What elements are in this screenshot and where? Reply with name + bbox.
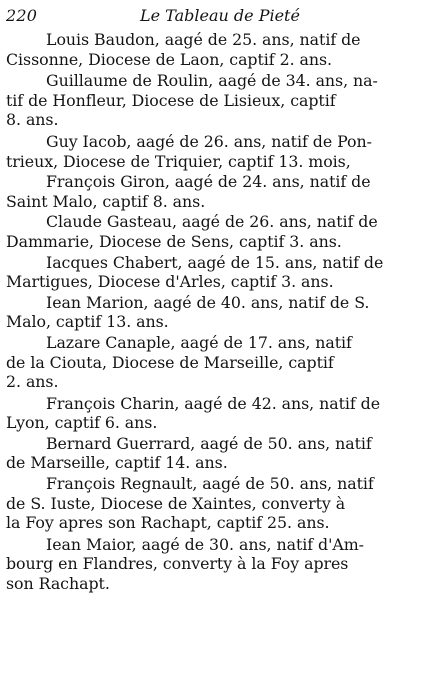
entry-continuation-line: Saint Malo, captif 8. ans. xyxy=(6,191,206,211)
entry-first-line: Claude Gasteau, aagé de 26. ans, natif de xyxy=(46,212,378,232)
page-header xyxy=(6,6,406,26)
entry-continuation-line: Cissonne, Diocese de Laon, captif 2. ans. xyxy=(6,49,333,69)
entry-first-line: Iean Marion, aagé de 40. ans, natif de S. xyxy=(46,292,370,312)
entry-continuation-line: son Rachapt. xyxy=(6,574,110,594)
captive-list xyxy=(0,30,423,594)
entry-continuation-line: de la Ciouta, Diocese de Marseille, captif xyxy=(6,352,334,372)
captive-entry xyxy=(0,30,423,69)
captive-entry xyxy=(0,394,423,433)
entry-first-line: Guy Iacob, aagé de 26. ans, natif de Pon- xyxy=(46,131,372,151)
entry-first-line: François Giron, aagé de 24. ans, natif de xyxy=(46,172,371,192)
entry-continuation-line: de S. Iuste, Diocese de Xaintes, converty à xyxy=(6,493,346,513)
entry-first-line: Louis Baudon, aagé de 25. ans, natif de xyxy=(46,30,361,49)
entry-continuation-line: Dammarie, Diocese de Sens, captif 3. ans. xyxy=(6,231,342,251)
entry-first-line: Guillaume de Roulin, aagé de 34. ans, na- xyxy=(46,71,378,91)
captive-entry xyxy=(0,434,423,473)
entry-continuation-line: de Marseille, captif 14. ans. xyxy=(6,453,228,473)
captive-entry xyxy=(0,172,423,211)
entry-first-line: Bernard Guerrard, aagé de 50. ans, natif xyxy=(46,433,372,453)
entry-continuation-line: trieux, Diocese de Triquier, captif 13. mois, xyxy=(6,151,351,171)
entry-continuation-line: la Foy apres son Rachapt, captif 25. ans. xyxy=(6,513,330,533)
running-title: Le Tableau de Pieté xyxy=(140,6,300,25)
entry-continuation-line: Malo, captif 13. ans. xyxy=(6,312,169,332)
entry-first-line: Lazare Canaple, aagé de 17. ans, natif xyxy=(46,332,352,352)
entry-first-line: François Charin, aagé de 42. ans, natif de xyxy=(46,393,381,413)
entry-continuation-line: 2. ans. xyxy=(6,372,59,392)
captive-entry xyxy=(0,293,423,332)
captive-entry xyxy=(0,535,423,594)
entry-continuation-line: 8. ans. xyxy=(6,110,59,130)
captive-entry xyxy=(0,253,423,292)
captive-entry xyxy=(0,333,423,392)
captive-entry xyxy=(0,71,423,130)
entry-first-line: Iean Maior, aagé de 30. ans, natif d'Am- xyxy=(46,534,364,554)
entry-first-line: François Regnault, aagé de 50. ans, natif xyxy=(46,474,374,494)
entry-continuation-line: Martigues, Diocese d'Arles, captif 3. ans. xyxy=(6,272,334,292)
entry-first-line: Iacques Chabert, aagé de 15. ans, natif de xyxy=(46,252,384,272)
entry-continuation-line: bourg en Flandres, converty à la Foy apres xyxy=(6,554,349,574)
entry-continuation-line: Lyon, captif 6. ans. xyxy=(6,413,158,433)
page-number: 220 xyxy=(6,6,38,25)
entry-continuation-line: tif de Honfleur, Diocese de Lisieux, captif xyxy=(6,90,336,110)
captive-entry xyxy=(0,212,423,251)
captive-entry xyxy=(0,132,423,171)
captive-entry xyxy=(0,474,423,533)
